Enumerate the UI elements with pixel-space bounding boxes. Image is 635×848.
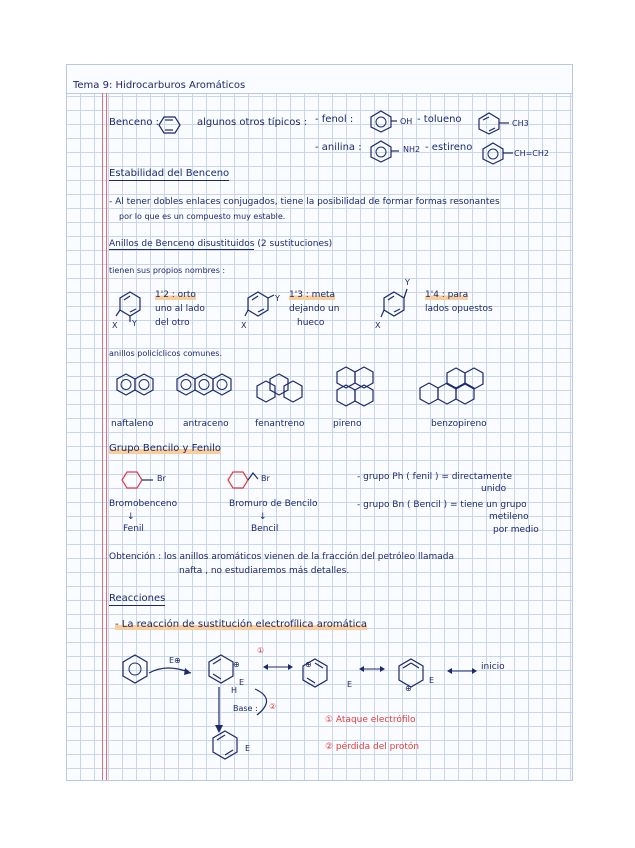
fenol-ring (367, 109, 395, 133)
orto-y: Y (132, 319, 137, 328)
bromobenceno-ring (119, 469, 159, 491)
step-one-marker: ① (257, 646, 265, 655)
bencil-label: Bencil (251, 524, 279, 534)
bromuro-bencilo-ring (225, 467, 265, 491)
para-y: Y (405, 278, 410, 287)
benzopireno-label: benzopireno (431, 419, 487, 429)
resonance-arrow-2 (359, 665, 385, 673)
disustituidos-intro: tienen sus propios nombres : (109, 266, 226, 275)
estabilidad-heading: Estabilidad del Benceno (109, 168, 230, 179)
otros-label: algunos otros típicos : (197, 117, 308, 128)
disustituidos-title: Anillos de Benceno disustituidos (109, 239, 255, 249)
fenantreno-label: fenantreno (255, 419, 305, 429)
reacciones-subheading (115, 619, 367, 631)
bromobenceno-arrow: ↓ (127, 512, 135, 522)
sigma-plus-3: ⊕ (405, 684, 412, 693)
orto-line3: del otro (155, 318, 190, 328)
naftaleno-label: naftaleno (111, 419, 154, 429)
ph-line1: - grupo Ph ( fenil ) = directamente (357, 472, 513, 482)
meta-highlight: 1'3 : meta (289, 290, 336, 300)
ph-line2: unido (481, 484, 507, 494)
antraceno-label: antraceno (183, 419, 229, 429)
product-ring (209, 729, 245, 761)
bn-line1: - grupo Bn ( Bencil ) = tiene un grupo (357, 500, 527, 510)
para-line1 (425, 289, 468, 301)
antraceno-structure (175, 371, 239, 403)
pireno-label: pireno (333, 419, 362, 429)
notebook-page (66, 64, 573, 781)
anilina-nh2: NH2 (403, 145, 421, 154)
meta-y: Y (275, 294, 280, 303)
resonance-arrow-1 (263, 663, 293, 671)
para-ring (379, 287, 409, 319)
para-line2: lados opuestos (425, 304, 493, 314)
bn-line3: por medio (493, 525, 539, 535)
estireno-ring (479, 141, 509, 165)
step-two-marker: ② (269, 702, 277, 711)
sigma-plus-2: ⊕ (305, 660, 312, 669)
meta-line2: dejando un (289, 304, 340, 314)
bromuro-arrow: ↓ (259, 512, 267, 522)
para-highlight: 1'4 : para (425, 290, 469, 300)
reacciones-heading: Reacciones (109, 593, 166, 604)
inicio-label: inicio (481, 662, 505, 672)
bencilo-heading (109, 443, 221, 455)
bencilo-heading-text: Grupo Bencilo y Fenilo (109, 443, 222, 454)
bn-line2: metileno (489, 512, 529, 522)
resonance-arrow-3 (447, 667, 477, 675)
step-two-text: ② pérdida del protón (325, 742, 420, 752)
sigma-e-1: E (239, 678, 245, 687)
sigma-plus-1: ⊕ (233, 660, 240, 669)
bromuro-br: Br (261, 474, 270, 483)
sigma-e-2: E (347, 680, 353, 689)
reacciones-subheading-text: - La reacción de sustitución electrofílica aromática (115, 619, 368, 630)
tolueno-ring (475, 111, 503, 135)
margin-line (102, 93, 107, 781)
benceno-label: Benceno : (109, 117, 160, 128)
sigma-h-1: H (231, 686, 238, 695)
bromobenceno-label: Bromobenceno (109, 499, 178, 509)
obtencion-line2: nafta , no estudiaremos más detalles. (179, 566, 350, 576)
para-x: X (375, 321, 381, 330)
base-label: Base : (233, 704, 258, 713)
meta-ring (243, 289, 273, 319)
bromuro-label: Bromuro de Bencilo (229, 499, 318, 509)
anilina-label: - anilina : (315, 142, 362, 153)
bromobenceno-br: Br (157, 474, 166, 483)
estabilidad-line1: - Al tener dobles enlaces conjugados, tiene la posibilidad de formar formas resonantes (109, 197, 500, 207)
estireno-label: - estireno (425, 142, 473, 153)
orto-ring (115, 289, 145, 319)
benceno-ring (155, 113, 185, 137)
fenol-oh: OH (400, 117, 413, 126)
obtencion-line1: Obtención : los anillos aromáticos vienen de la fracción del petróleo llamada (109, 552, 454, 562)
anilina-ring (367, 139, 395, 163)
orto-line2: uno al lado (155, 304, 205, 314)
meta-line3: hueco (297, 318, 325, 328)
sigma-complex-2 (299, 657, 331, 691)
step-one-text: ① Ataque electrófilo (325, 715, 416, 725)
benzopireno-structure (419, 365, 489, 409)
meta-line1 (289, 289, 335, 301)
product-e: E (245, 744, 251, 753)
page-title: Tema 9: Hidrocarburos Aromáticos (73, 80, 246, 91)
pireno-structure (329, 365, 381, 407)
sigma-e-3: E (429, 676, 435, 685)
orto-line1 (155, 289, 196, 301)
disustituidos-heading (109, 238, 332, 250)
fenantreno-structure (255, 371, 309, 405)
tolueno-ch3: CH3 (512, 119, 529, 128)
disustituidos-note: (2 sustituciones) (257, 239, 333, 249)
fenil-label: Fenil (123, 524, 144, 534)
tolueno-label: - tolueno (417, 114, 462, 125)
policiclicos-heading: anillos policíclicos comunes. (109, 349, 222, 358)
meta-x: X (241, 321, 247, 330)
title-strip (67, 65, 572, 94)
orto-highlight: 1'2 : orto (155, 290, 196, 300)
naftaleno-structure (115, 371, 159, 403)
estireno-chch2: CH=CH2 (514, 149, 549, 158)
estabilidad-line2: por lo que es un compuesto muy estable. (119, 212, 286, 221)
electrophile-label: E⊕ (169, 656, 181, 665)
orto-x: X (112, 321, 118, 330)
fenol-label: - fenol : (315, 114, 354, 125)
